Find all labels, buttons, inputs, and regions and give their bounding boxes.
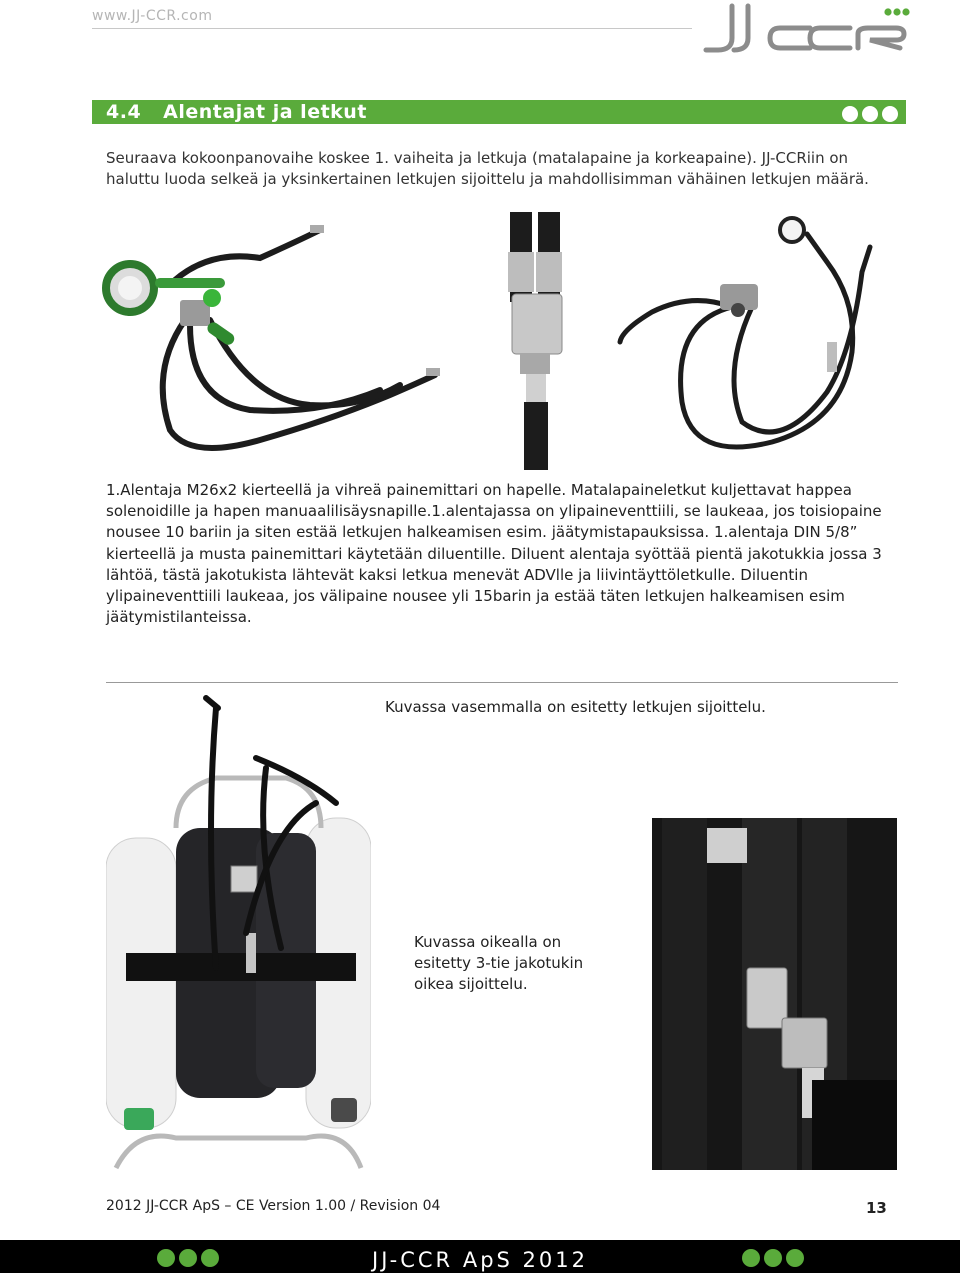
section-divider — [106, 682, 898, 683]
section-number: 4.4 — [106, 101, 142, 123]
header-divider — [92, 28, 692, 29]
footer-dots-right — [742, 1249, 808, 1271]
black-pressure-gauge-icon — [780, 218, 804, 242]
photo-hose-routing — [106, 688, 371, 1180]
footer-bar — [0, 1240, 960, 1273]
footer-dot — [742, 1249, 760, 1267]
photo-manifold-closeup — [652, 818, 897, 1170]
heading-dots — [838, 104, 898, 120]
page-number: 13 — [866, 1199, 887, 1217]
photo-hose-fittings — [500, 212, 600, 470]
photo-oxygen-regulator — [100, 210, 460, 470]
logo-dot-2 — [893, 8, 900, 15]
section-title: Alentajat ja letkut — [163, 101, 367, 123]
heading-dot — [862, 106, 878, 122]
footer-version: 2012 JJ-CCR ApS – CE Version 1.00 / Revision 04 — [106, 1198, 441, 1214]
footer-dot — [786, 1249, 804, 1267]
description-paragraph: 1.Alentaja M26x2 kierteellä ja vihreä painemittari on hapelle. Matalapaineletkut kuljettavat happea solenoidille ja hapen manuaalilisäysnapille.1.alentajassa on ylipaineventtiili, se laukeaa, jos toisiopaine nousee 10 bariin ja siten estää letkujen halkeamisen esim. jäätymistapauksissa. 1.alentaja DIN 5/8” kierteellä ja musta painemittari käytetään diluentille. Diluent alentaja syöttää pientä jakotukkia jossa 3 lähtöä, tästä jakotukista lähtevät kaksi letkua menevät ADVlle ja liivintäyttöletkulle. Diluentin ylipaineventtiili laukeaa, jos välipaine nousee yli 15barin ja estää täten letkujen halkeamisen esim jäätymistilanteissa. — [106, 481, 882, 627]
heading-dot — [842, 106, 858, 122]
logo-dot-3 — [902, 8, 909, 15]
caption-left-photo: Kuvassa vasemmalla on esitetty letkujen sijoittelu. — [385, 698, 766, 716]
footer-brand: JJ-CCR ApS 2012 — [372, 1248, 588, 1272]
caption-right-photo: Kuvassa oikealla on esitetty 3-tie jakotukin oikea sijoittelu. — [414, 933, 584, 993]
section-heading-bar — [92, 100, 906, 124]
photo-diluent-regulator — [612, 212, 904, 470]
footer-dot — [764, 1249, 782, 1267]
site-url: www.JJ-CCR.com — [92, 8, 213, 24]
jjccr-logo — [700, 0, 915, 58]
heading-dot — [882, 106, 898, 122]
intro-paragraph: Seuraava kokoonpanovaihe koskee 1. vaiheita ja letkuja (matalapaine ja korkeapaine). JJ-CCRiin on haluttu luoda selkeä ja yksinkertainen letkujen sijoittelu ja mahdollisimman vähäinen letkujen määrä. — [106, 149, 869, 188]
logo-dot-1 — [884, 8, 891, 15]
